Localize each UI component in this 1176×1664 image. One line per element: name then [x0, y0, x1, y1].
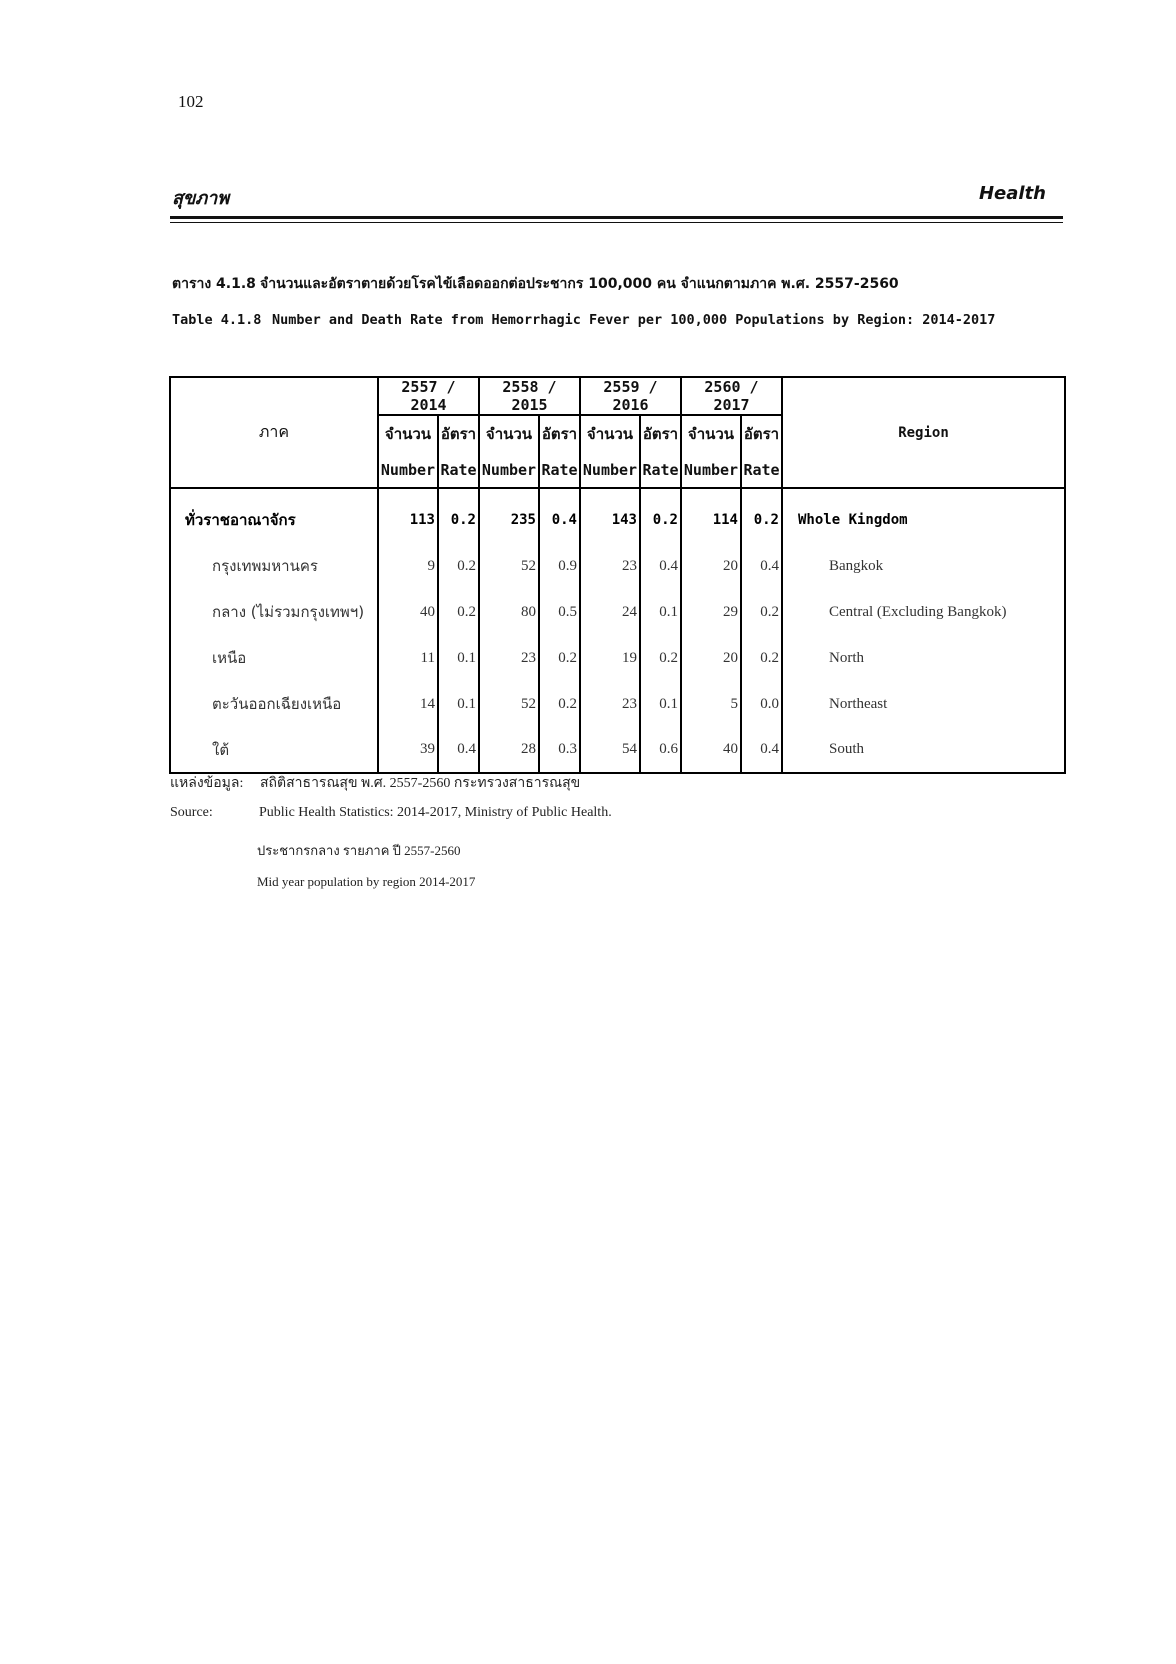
number-cell: 23: [479, 635, 539, 681]
rate-cell: 0.2: [640, 635, 681, 681]
region-row: [170, 635, 1065, 681]
rate-cell: 0.6: [640, 727, 681, 773]
rate-cell: 0.3: [539, 727, 580, 773]
number-cell: 14: [378, 681, 438, 727]
rate-th-header: อัตรา: [741, 415, 782, 452]
rate-cell: 0.2: [539, 635, 580, 681]
rate-en-header: Rate: [640, 452, 681, 488]
page-number: 102: [178, 92, 204, 111]
number-cell: 113: [378, 488, 438, 543]
rate-cell: 0.2: [438, 543, 479, 589]
region-row: [170, 589, 1065, 635]
number-th-header: จำนวน: [479, 415, 539, 452]
source-note-thai: ประชากรกลาง รายภาค ปี 2557-2560: [257, 843, 461, 858]
rate-cell: 0.2: [438, 589, 479, 635]
number-cell: 20: [681, 543, 741, 589]
caption-label-thai: ตาราง 4.1.8: [172, 276, 256, 292]
region-name-thai: กลาง (ไม่รวมกรุงเทพฯ): [170, 589, 378, 635]
rate-cell: 0.1: [640, 589, 681, 635]
region-name-english: Central (Excluding Bangkok): [829, 603, 1007, 620]
region-name-english: Bangkok: [829, 557, 884, 574]
region-row: [170, 543, 1065, 589]
source-thai-label: แหล่งข้อมูล:: [170, 776, 244, 791]
number-cell: 29: [681, 589, 741, 635]
rate-cell: 0.2: [438, 488, 479, 543]
number-cell: 5: [681, 681, 741, 727]
region-name-english: North: [829, 649, 864, 666]
source-note-english: Mid year population by region 2014-2017: [257, 874, 476, 889]
source-thai-text: สถิติสาธารณสุข พ.ศ. 2557-2560 กระทรวงสาธารณสุข: [260, 776, 581, 791]
rate-th-header: อัตรา: [640, 415, 681, 452]
rate-cell: 0.0: [741, 681, 782, 727]
total-row: [170, 488, 1065, 543]
rate-cell: 0.1: [438, 681, 479, 727]
rate-cell: 0.5: [539, 589, 580, 635]
number-th-header: จำนวน: [580, 415, 640, 452]
rate-cell: 0.2: [741, 488, 782, 543]
number-cell: 23: [580, 543, 640, 589]
rate-cell: 0.2: [741, 635, 782, 681]
number-cell: 40: [378, 589, 438, 635]
number-cell: 52: [479, 681, 539, 727]
rate-en-header: Rate: [741, 452, 782, 488]
section-title-thai: สุขภาพ: [172, 188, 230, 209]
region-name-thai: กรุงเทพมหานคร: [170, 543, 378, 589]
header-rule-thick: [170, 216, 1063, 219]
rate-cell: 0.4: [741, 727, 782, 773]
number-en-header: Number: [580, 452, 640, 488]
rate-cell: 0.4: [539, 488, 580, 543]
year-header: 2557 / 2014: [378, 377, 479, 415]
number-cell: 39: [378, 727, 438, 773]
region-name-thai: ใต้: [170, 727, 378, 773]
number-en-header: Number: [479, 452, 539, 488]
rate-cell: 0.2: [539, 681, 580, 727]
number-cell: 24: [580, 589, 640, 635]
header-rule-thin: [170, 222, 1063, 223]
number-cell: 9: [378, 543, 438, 589]
table-caption-thai: [172, 273, 899, 295]
region-name-english: South: [829, 741, 865, 757]
region-row: [170, 727, 1065, 773]
rate-en-header: Rate: [438, 452, 479, 488]
rate-cell: 0.1: [438, 635, 479, 681]
caption-text-english: Number and Death Rate from Hemorrhagic Fever per 100,000 Populations by Region: 2014-2017: [272, 312, 996, 328]
number-cell: 80: [479, 589, 539, 635]
number-th-header: จำนวน: [681, 415, 741, 452]
rate-cell: 0.4: [438, 727, 479, 773]
number-cell: 114: [681, 488, 741, 543]
caption-text-thai: จำนวนและอัตราตายด้วยโรคไข้เลือดออกต่อประชากร 100,000 คน จำแนกตามภาค พ.ศ. 2557-2560: [260, 276, 899, 292]
region-en-header: Region: [782, 377, 1065, 488]
number-cell: 19: [580, 635, 640, 681]
section-title-english: Health: [978, 183, 1046, 204]
region-th-header: ภาค: [170, 377, 378, 488]
number-en-header: Number: [681, 452, 741, 488]
region-name-thai: ตะวันออกเฉียงเหนือ: [170, 681, 378, 727]
year-header-row: [170, 377, 1065, 415]
rate-cell: 0.2: [640, 488, 681, 543]
year-header: 2558 / 2015: [479, 377, 580, 415]
number-cell: 54: [580, 727, 640, 773]
source-english-text: Public Health Statistics: 2014-2017, Ministry of Public Health.: [259, 805, 612, 820]
number-cell: 20: [681, 635, 741, 681]
rate-th-header: อัตรา: [539, 415, 580, 452]
year-header: 2560 / 2017: [681, 377, 782, 415]
hemorrhagic-fever-table: [169, 376, 1066, 774]
region-name-english: Northeast: [829, 695, 888, 712]
region-row: [170, 681, 1065, 727]
number-en-header: Number: [378, 452, 438, 488]
number-cell: 143: [580, 488, 640, 543]
rate-en-header: Rate: [539, 452, 580, 488]
year-header: 2559 / 2016: [580, 377, 681, 415]
rate-cell: 0.9: [539, 543, 580, 589]
rate-cell: 0.4: [741, 543, 782, 589]
region-name-thai: เหนือ: [170, 635, 378, 681]
number-th-header: จำนวน: [378, 415, 438, 452]
number-cell: 28: [479, 727, 539, 773]
rate-th-header: อัตรา: [438, 415, 479, 452]
number-cell: 52: [479, 543, 539, 589]
number-cell: 235: [479, 488, 539, 543]
region-name-english: Whole Kingdom: [798, 512, 908, 528]
caption-label-english: Table 4.1.8: [172, 312, 262, 328]
rate-cell: 0.1: [640, 681, 681, 727]
region-name-thai: ทั่วราชอาณาจักร: [170, 488, 378, 543]
number-cell: 23: [580, 681, 640, 727]
number-cell: 11: [378, 635, 438, 681]
rate-cell: 0.4: [640, 543, 681, 589]
table-caption-english: [172, 312, 995, 328]
source-english-label: Source:: [170, 805, 213, 820]
number-cell: 40: [681, 727, 741, 773]
rate-cell: 0.2: [741, 589, 782, 635]
